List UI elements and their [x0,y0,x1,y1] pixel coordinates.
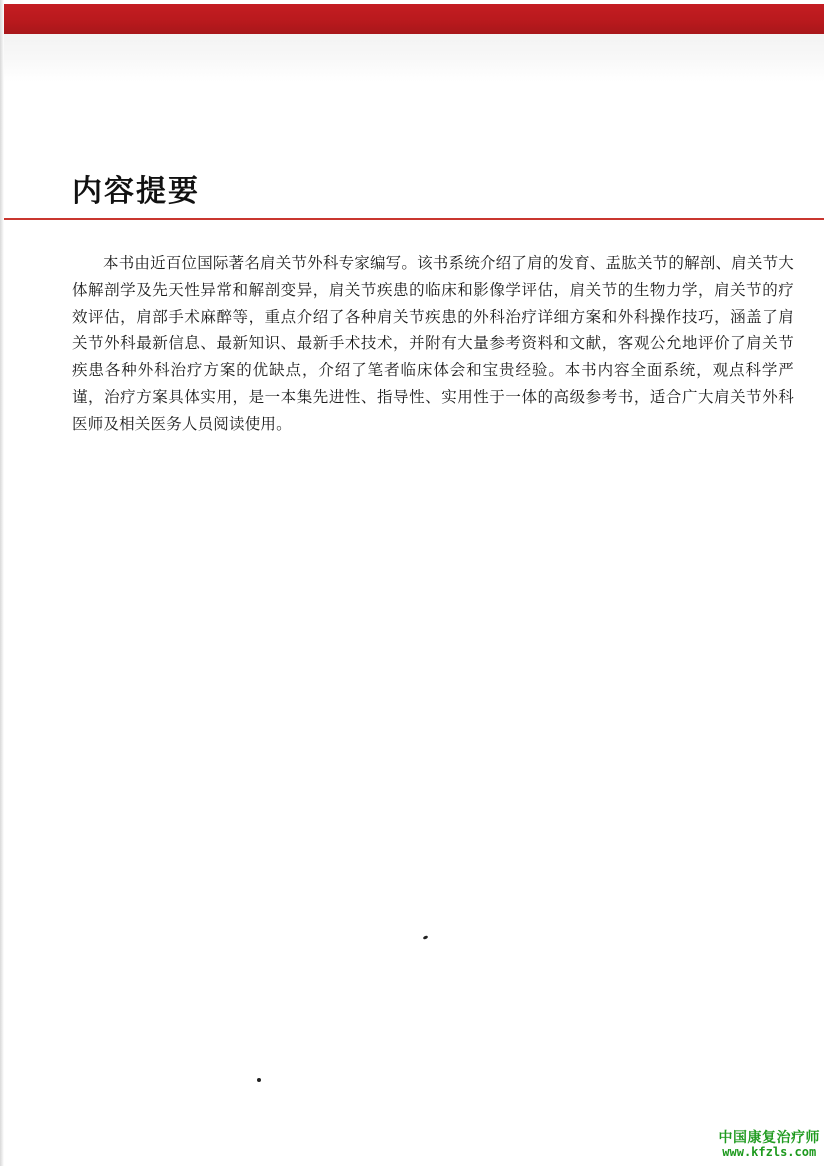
top-color-band [4,4,824,34]
scan-speck [257,1078,261,1082]
top-band-shadow [4,34,824,82]
summary-paragraph: 本书由近百位国际著名肩关节外科专家编写。该书系统介绍了肩的发育、盂肱关节的解剖、肩关节大体解剖学及先天性异常和解剖变异，肩关节疾患的临床和影像学评估，肩关节的生物力学，肩关节的疗效评估，肩部手术麻醉等，重点介绍了各种肩关节疾患的外科治疗详细方案和外科操作技巧，涵盖了肩关节外科最新信息、最新知识、最新手术技术，并附有大量参考资料和文献，客观公允地评价了肩关节疾患各种外科治疗方案的优缺点，介绍了笔者临床体会和宝贵经验。本书内容全面系统，观点科学严谨，治疗方案具体实用，是一本集先进性、指导性、实用性于一体的高级参考书，适合广大肩关节外科医师及相关医务人员阅读使用。 [72,254,794,433]
heading-rule [4,218,824,220]
page-edge-shadow [0,0,4,1166]
section-heading: 内容提要 [72,174,200,209]
scan-speck [423,935,429,940]
watermark-url: www.kfzls.com [722,1145,817,1160]
watermark [719,1130,821,1160]
watermark-name: 中国康复治疗师 [718,1130,820,1147]
